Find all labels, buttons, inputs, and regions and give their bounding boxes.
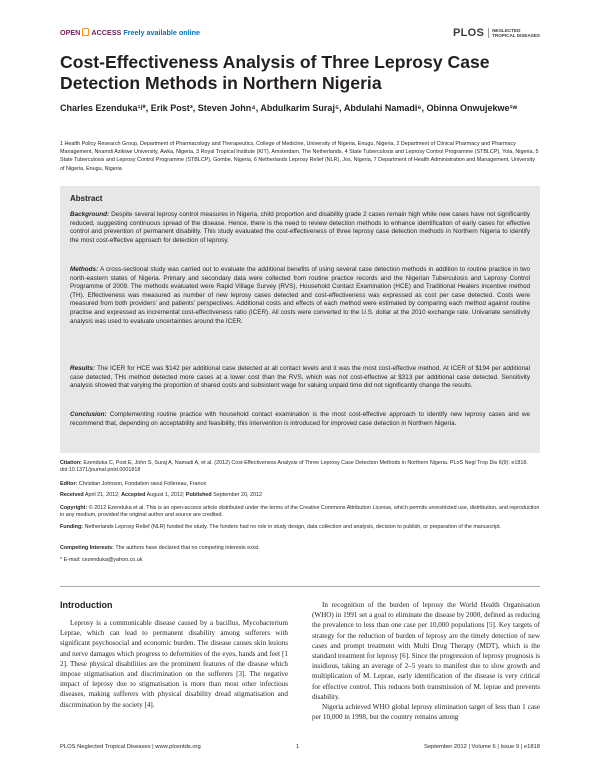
published-label: Published bbox=[185, 492, 212, 498]
open-access-lock-icon bbox=[82, 28, 89, 36]
conclusion-text: Complementing routine practice with household contact examination is the most cost-effective approach to identify new leprosy cases and we recommend that, depending on acceptability and feasibility, this intervention is introduced for improved case detection in Northern Nigeria. bbox=[70, 411, 530, 427]
section-divider bbox=[60, 586, 540, 587]
received-date: April 21, 2012; bbox=[84, 492, 120, 498]
abstract-heading: Abstract bbox=[70, 194, 103, 203]
methods-text: A cross-sectional study was carried out to evaluate the additional benefits of using several case detection methods in addition to routine practice in two north-eastern states of Nigeria. Primary and secondary data were collected from routine practice records and the Nigerian Tuberculosis and Leprosy Control Programme of 2009. The methods evaluated were Rapid Village Survey (RVS), Household Contact Examination (HCE) and Traditional Healers incentive method (TH). Effectiveness was measured as number of new leprosy cases detected and cost-effectiveness was expressed as cost per case detected. Costs were measured from both providers’ and patients’ perspectives. Additional costs and effects of each method were estimated by comparing each method against routine practise and expressed as incremental cost-effectiveness ratio (ICER). All costs were converted to the U.S. dollar at the 2010 exchange rate. Univariate sensitivity analysis was used to evaluate uncertainties around the ICER. bbox=[70, 266, 530, 325]
journal-header bbox=[60, 28, 540, 42]
abstract-methods bbox=[70, 266, 530, 326]
corresponding-email[interactable]: * E-mail: cezenduka@yahoo.co.uk bbox=[60, 557, 143, 563]
published-date: September 20, 2012 bbox=[213, 492, 263, 498]
background-text: Despite several leprosy control measures in Nigeria, child proportion and disability grade 2 cases remain high while new cases have not significantly reduced, suggesting continuous spread of the disease. Hence, there is the need to review detection methods to enhance identification of early cases for effective control and prevention of permanent disability. This study evaluated the cost-effectiveness of three leprosy case detection methods in Northern Nigeria to identify the most cost-effective approach for detection of leprosy. bbox=[70, 211, 530, 244]
freely-available-label: Freely available online bbox=[123, 28, 201, 37]
editor-label: Editor: bbox=[60, 481, 78, 487]
funding-label: Funding: bbox=[60, 524, 84, 530]
plos-logo-mark: PLOS bbox=[452, 27, 485, 39]
abstract-results bbox=[70, 365, 530, 391]
copyright-block bbox=[60, 505, 540, 519]
abstract-background bbox=[70, 211, 530, 245]
right-column bbox=[312, 600, 540, 722]
journal-name-line1: NEGLECTED bbox=[492, 27, 521, 33]
open-access-suffix: ACCESS bbox=[91, 28, 122, 37]
introduction-heading: Introduction bbox=[60, 600, 113, 610]
intro-paragraph-1: Leprosy is a communicable disease caused by a bacillus, Mycobacterium Leprae, which can lead to permanent disability among sufferers with significant psychosocial and economic burden. The disease causes skin lesions and nerve damages which progress to deformities of the eyes, hands and feet [1 2]. These physical disabilities are the prominent features of the disease which impose stigmatisation and discrimination on the sufferers [3]. The negative impact of leprosy due to stigmatisation is more than most other infectious diseases, making sufferers with physical disability dread stigmatisation and discrimination by the society [4]. bbox=[60, 619, 288, 709]
received-label: Received bbox=[60, 492, 84, 498]
open-access-label: OPEN bbox=[60, 28, 81, 37]
accepted-date: August 1, 2012; bbox=[146, 492, 185, 498]
citation-label: Citation: bbox=[60, 460, 82, 466]
page-number: 1 bbox=[296, 744, 300, 750]
competing-interests-label: Competing Interests: bbox=[60, 545, 114, 551]
competing-interests-text: The authors have declared that no competing interests exist. bbox=[115, 545, 260, 551]
author-list: Charles Ezenduka¹ʲ*, Erik Post³, Steven John⁴, Abdulkarim Suraj⁵, Abdulahi Namadi⁶, Obinna Onwujekwe¹ʷ bbox=[60, 103, 518, 113]
methods-label: Methods: bbox=[70, 266, 99, 273]
article-title: Cost-Effectiveness Analysis of Three Leprosy Case Detection Methods in Northern Nigeria bbox=[60, 52, 490, 93]
editor-text: Christian Johnson, Fondation raoul Follereau, France bbox=[78, 481, 207, 487]
left-column bbox=[60, 600, 288, 710]
funding-text: Netherlands Leprosy Relief (NLR) funded the study. The funders had no role in study design, data collection and analysis, decision to publish, or preparation of the manuscript. bbox=[84, 524, 502, 530]
journal-name bbox=[488, 28, 540, 39]
citation-block bbox=[60, 460, 540, 474]
copyright-text: © 2012 Ezenduka et al. This is an open-access article distributed under the terms of the Creative Commons Attribution License, which permits unrestricted use, distribution, and reproduction in any medium, provided the original author and source are credited. bbox=[60, 505, 540, 519]
plos-logo[interactable] bbox=[453, 26, 540, 40]
competing-interests-block bbox=[60, 545, 540, 552]
intro-paragraph-3: Nigeria achieved WHO global leprosy elimination target of less than 1 case per 10,000 in 1998, but the country remains among bbox=[312, 703, 540, 722]
intro-paragraph-2: In recognition of the burden of leprosy the World Health Organisation (WHO) in 1991 set a goal to eliminate the disease by 2000, defined as reducing the prevalence to less than one case per 10,000 populations [5]. Key targets of strategy for the reduction of burden of leprosy are the timely detection of new cases and prompt treatment with Multi Drug Therapy (MDT), which is the standard treatment for leprosy [6]. Since the progression of leprosy prognosis is insidious, taking an average of 2–5 years to manifest due to slow growth and multiplication of M. Leprae, early identification of the disease is very critical for effective control. This reduces both transmission of M. leprae and prevents disability. bbox=[312, 601, 540, 701]
affiliations: 1 Health Policy Research Group, Department of Pharmacology and Therapeutics, College of Medicine, University of Nigeria, Enugu, Nigeria, 2 Department of Clinical Pharmacy and Pharmacy Management, Nnamdi Azikiwe University, Awka, Nigeria, 3 Royal Tropical Institute (KIT), Amsterdam, The Netherlands, 4 State Tuberculosis and Leprosy Control Programme (STBLCP), Yola, Nigeria, 5 State Tuberculosis and Leprosy Control Programme (STBLCP), Gombe, Nigeria, 6 Netherlands Leprosy Relief (NLR), Jos, Nigeria, 7 Department of Health Administration and Management, University of Nigeria, Enugu, Nigeria bbox=[60, 141, 539, 172]
funding-block bbox=[60, 524, 540, 531]
accepted-label: Accepted bbox=[121, 492, 146, 498]
editor-block bbox=[60, 481, 540, 488]
dates-block bbox=[60, 492, 540, 499]
copyright-label: Copyright: bbox=[60, 505, 88, 511]
conclusion-label: Conclusion: bbox=[70, 411, 107, 418]
abstract-conclusion bbox=[70, 411, 530, 428]
citation-text: Ezenduka C, Post E, John S, Suraj A, Namadi A, et al. (2012) Cost-Effectiveness Analysis of Three Leprosy Case Detection Methods in Northern Nigeria. PLoS Negl Trop Dis 6(9): e1818. doi:10.1371/journal.pntd.0001818 bbox=[60, 460, 528, 474]
journal-name-line2: TROPICAL DISEASES bbox=[492, 33, 540, 38]
abstract-box bbox=[60, 186, 540, 453]
background-label: Background: bbox=[70, 211, 110, 218]
footer-journal[interactable]: PLOS Neglected Tropical Diseases | www.plosntds.org bbox=[60, 744, 201, 750]
results-text: The ICER for HCE was $142 per additional case detected at all contact levels and it was the most cost-effective method. At ICER of $194 per additional case detected, THs method detected more cases at a lower cost than the RVS, which was not cost-effective at $313 per additional case detected. Sensitivity analysis showed that varying the proportion of shared costs and subsistent wage for valuing unpaid time did not significantly change the results. bbox=[70, 365, 530, 390]
open-access-banner bbox=[60, 28, 200, 37]
results-label: Results: bbox=[70, 365, 96, 372]
footer-issue: September 2012 | Volume 6 | Issue 9 | e1818 bbox=[423, 744, 540, 750]
